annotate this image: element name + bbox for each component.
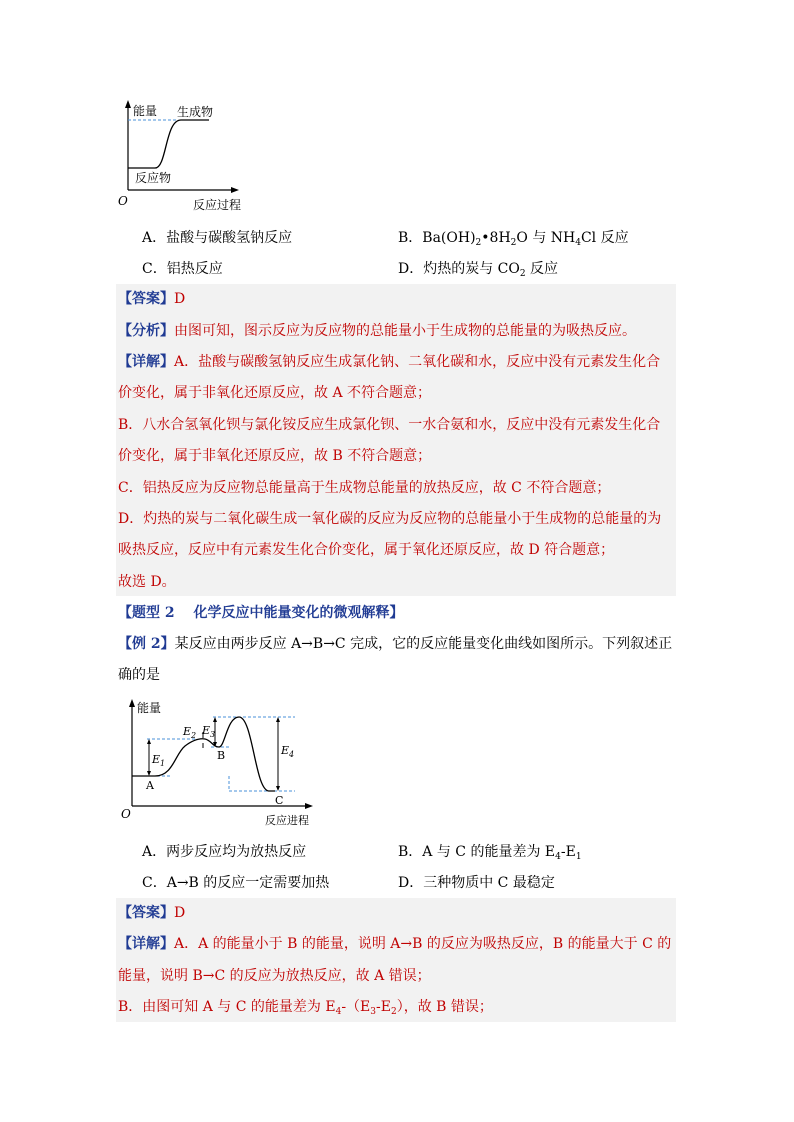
x-axis-label: 反应过程 [193,198,242,212]
y-axis-label: 能量 [133,104,158,118]
e3-label: $E_3$ [202,724,216,739]
x-axis-arrow [231,187,239,193]
e2-label: $E_2$ [183,725,197,740]
q1-analysis: 【分析】由图可知，图示反应为反应物的总能量小于生成物的总能量的为吸热反应。 [118,323,636,339]
q1-detail-line-1: 【详解】A．盐酸与碳酸氢钠反应生成氯化钠、二氧化碳和水，反应中没有元素发生化合 [118,354,661,370]
q1-option-a: A．盐酸与碳酸氢钠反应 [142,230,293,246]
e4-label: $E_4$ [281,744,295,759]
q2-detail-line-2: 能量，说明 B→C 的反应为放热反应，故 A 错误； [118,968,431,984]
point-a-label: A [146,779,154,792]
q2-detail-line-3: B．由图可知 A 与 C 的能量差为 $E_4-(E_3-E_2)$，故 B 错误； [118,999,493,1017]
point-b-label: B [217,749,226,762]
point-c-label: C [275,794,284,807]
q1-detail-line-4: 价变化，属于非氧化还原反应，故 B 不符合题意； [118,448,432,464]
y-axis-label: 能量 [137,701,162,715]
y-axis-arrow [125,100,131,108]
origin-label: O [118,194,128,208]
q1-answer: 【答案】D [118,291,186,307]
e1-arrow-top [147,739,151,744]
product-label: 生成物 [177,105,214,119]
q1-option-c: C．铝热反应 [142,261,223,277]
q1-detail-line-8: 故选 D。 [118,574,176,590]
q1-detail-line-7: 吸热反应，反应中有元素发生化合价变化，属于氧化还原反应，故 D 符合题意； [118,542,615,558]
energy-curve [128,120,209,168]
q2-option-b: B．A 与 C 的能量差为 $E_4-E_1$ [398,844,582,862]
q2-option-d: D．三种物质中 C 最稳定 [398,875,555,891]
e1-label: $E_1$ [152,753,166,768]
q1-option-b: B．$Ba(OH)_2•8H_2O$ 与 $NH_4Cl$ 反应 [398,230,629,248]
figure-two-step-energy [115,692,315,832]
origin-label: O [121,807,131,821]
section-heading: 【题型 2 化学反应中能量变化的微观解释】 [118,605,404,621]
e4-arrow-top [276,717,280,722]
q1-detail-line-5: C．铝热反应为反应物总能量高于生成物总能量的放热反应，故 C 不符合题意； [118,480,611,496]
q1-detail-line-6: D．灼热的炭与二氧化碳生成一氧化碳的反应为反应物的总能量小于生成物的总能量的为 [118,511,662,527]
q2-detail-line-1: 【详解】A．A 的能量小于 B 的能量，说明 A→B 的反应为吸热反应，B 的能量大于 C 的 [118,936,672,952]
e4-arrow-bottom [276,786,280,791]
q2-answer: 【答案】D [118,905,186,921]
e3-arrow-top [213,717,217,722]
figure-energy-endothermic [115,98,245,213]
x-axis-label: 反应进程 [265,814,309,827]
q1-detail-line-3: B．八水合氢氧化钡与氯化铵反应生成氯化钡、一水合氨和水，反应中没有元素发生化合 [118,417,661,433]
reactant-label: 反应物 [135,171,172,185]
e1-arrow-bottom [147,771,151,776]
q1-detail-line-2: 价变化，属于非氧化还原反应，故 A 不符合题意； [118,385,432,401]
x-axis-arrow [305,803,313,809]
q2-stem-line-2: 确的是 [118,667,160,683]
q2-option-c: C．A→B 的反应一定需要加热 [142,875,330,891]
q2-option-a: A．两步反应均为放热反应 [142,844,307,860]
q2-stem-line-1: 【例 2】某反应由两步反应 A→B→C 完成，它的反应能量变化曲线如图所示。下列叙述正 [118,636,673,652]
q1-option-d: D．灼热的炭与 $CO_2$ 反应 [398,261,559,279]
y-axis-arrow [129,699,135,707]
